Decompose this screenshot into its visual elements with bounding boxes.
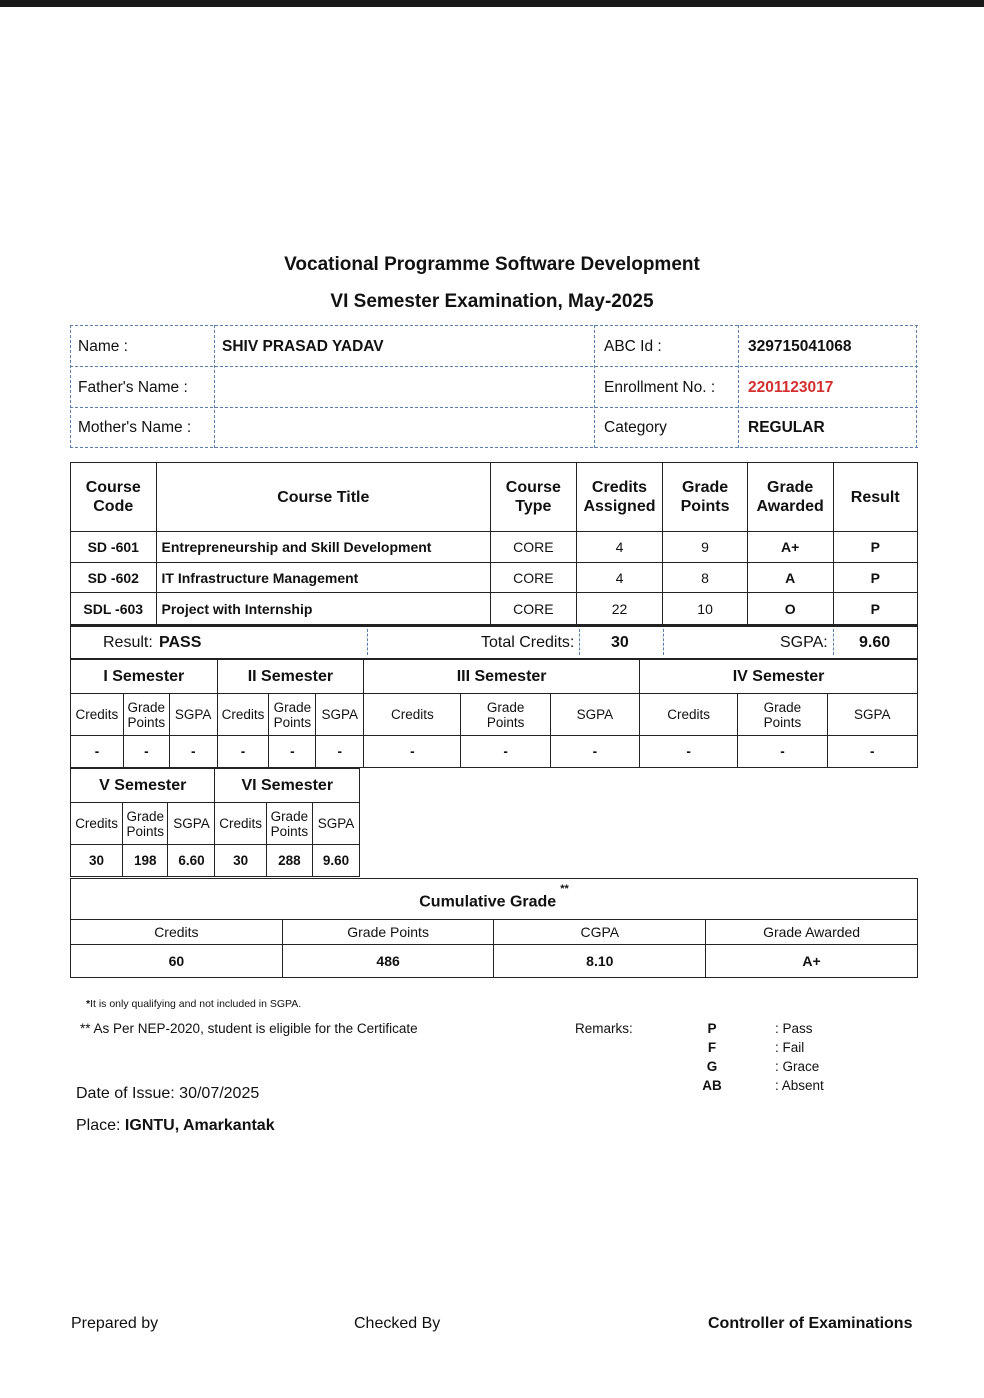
col-sgpa: SGPA: [827, 694, 917, 736]
col-sgpa: SGPA: [550, 694, 639, 736]
sgpa-label: SGPA:: [780, 634, 828, 651]
col-sgpa: SGPA: [169, 694, 217, 736]
nep-note: ** As Per NEP-2020, student is eligible for the Certificate: [80, 1021, 418, 1036]
col-credits: Credits: [217, 694, 269, 736]
issue-date: Date of Issue: 30/07/2025: [76, 1085, 260, 1102]
cum-grade: A+: [706, 945, 918, 978]
legend-text: : Fail: [775, 1040, 805, 1055]
enrollment-label: Enrollment No. :: [604, 379, 716, 396]
sem-1-credits: -: [71, 736, 124, 768]
cum-points-label: Grade Points: [282, 920, 494, 945]
abc-id-label: ABC Id :: [604, 338, 662, 355]
col-course-type: Course Type: [491, 463, 577, 532]
controller-of-examinations: Controller of Examinations: [708, 1315, 913, 1332]
col-credits: Credits: [640, 694, 738, 736]
col-sgpa: SGPA: [312, 803, 359, 845]
cumulative-table: [70, 878, 918, 978]
semester-5-title: V Semester: [71, 769, 215, 803]
issue-place: Place: IGNTU, Amarkantak: [76, 1117, 275, 1134]
top-border: [0, 0, 984, 7]
abc-id-value: 329715041068: [748, 338, 852, 355]
sem-6-sgpa: 9.60: [312, 845, 359, 877]
total-credits-value: 30: [611, 634, 629, 651]
sem-2-points: -: [269, 736, 316, 768]
sem-5-points: 198: [123, 845, 168, 877]
credits-assigned: 4: [576, 532, 663, 563]
result-value: PASS: [159, 634, 202, 651]
grade-points: 10: [663, 593, 747, 625]
legend-code: F: [707, 1040, 717, 1055]
course-title: IT Infrastructure Management: [156, 563, 491, 593]
col-grade-points: Grade Points: [738, 694, 827, 736]
col-grade-points: Grade Points: [123, 694, 169, 736]
cumulative-title: Cumulative Grade**: [71, 879, 918, 920]
sem-1-points: -: [123, 736, 169, 768]
sem-2-sgpa: -: [316, 736, 364, 768]
col-course-title: Course Title: [156, 463, 491, 532]
col-credits: Credits: [71, 694, 124, 736]
course-type: CORE: [491, 563, 577, 593]
col-credits: Credits: [364, 694, 461, 736]
credits-assigned: 22: [576, 593, 663, 625]
semester-4-title: IV Semester: [640, 660, 918, 694]
cum-grade-label: Grade Awarded: [706, 920, 918, 945]
col-credits: Credits: [215, 803, 266, 845]
sem-6-points: 288: [266, 845, 312, 877]
col-grade-points: Grade Points: [461, 694, 550, 736]
sem-5-credits: 30: [71, 845, 123, 877]
sem-6-credits: 30: [215, 845, 266, 877]
grade-points: 8: [663, 563, 747, 593]
legend-code: G: [706, 1059, 718, 1074]
result-cell: P: [833, 593, 918, 625]
cum-cgpa-label: CGPA: [494, 920, 706, 945]
sem-4-points: -: [738, 736, 827, 768]
sgpa-value: 9.60: [859, 634, 891, 651]
name-label: Name :: [78, 338, 128, 355]
sem-5-sgpa: 6.60: [168, 845, 215, 877]
table-row: [71, 593, 918, 625]
sem-4-sgpa: -: [827, 736, 917, 768]
course-title: Entrepreneurship and Skill Development: [156, 532, 491, 563]
legend-code: P: [707, 1021, 717, 1036]
sem-3-credits: -: [364, 736, 461, 768]
table-row: [71, 563, 918, 593]
cum-credits: 60: [71, 945, 283, 978]
col-credits: Credits: [71, 803, 123, 845]
col-sgpa: SGPA: [316, 694, 364, 736]
col-grade-points: Grade Points: [123, 803, 168, 845]
semester-3-title: III Semester: [364, 660, 640, 694]
course-title: Project with Internship: [156, 593, 491, 625]
grade-points: 9: [663, 532, 747, 563]
semester-1-title: I Semester: [71, 660, 218, 694]
col-grade-points: Grade Points: [269, 694, 316, 736]
result-cell: P: [833, 532, 918, 563]
col-grade-awarded: Grade Awarded: [747, 463, 833, 532]
table-row: [71, 532, 918, 563]
enrollment-no: 2201123017: [748, 379, 834, 396]
col-result: Result: [833, 463, 918, 532]
semester-6-title: VI Semester: [215, 769, 360, 803]
course-type: CORE: [491, 532, 577, 563]
father-name-label: Father's Name :: [78, 379, 188, 396]
programme-title: Vocational Programme Software Development: [284, 254, 700, 275]
mother-name-label: Mother's Name :: [78, 419, 192, 436]
grade-awarded: A: [747, 563, 833, 593]
sem-2-credits: -: [217, 736, 269, 768]
cum-points: 486: [282, 945, 494, 978]
qualifying-note: *It is only qualifying and not included in SGPA.: [86, 998, 302, 1010]
legend-text: : Pass: [775, 1021, 813, 1036]
grade-awarded: O: [747, 593, 833, 625]
col-sgpa: SGPA: [168, 803, 215, 845]
result-label: Result:: [103, 634, 153, 651]
cum-cgpa: 8.10: [494, 945, 706, 978]
legend-text: : Grace: [775, 1059, 820, 1074]
exam-title: VI Semester Examination, May-2025: [330, 291, 654, 312]
semester-table-2: [70, 768, 360, 877]
credits-assigned: 4: [576, 563, 663, 593]
cum-credits-label: Credits: [71, 920, 283, 945]
col-grade-points: Grade Points: [663, 463, 747, 532]
course-type: CORE: [491, 593, 577, 625]
col-course-code: Course Code: [71, 463, 157, 532]
legend-text: : Absent: [775, 1078, 824, 1093]
course-code: SDL -603: [71, 593, 157, 625]
sem-3-sgpa: -: [550, 736, 639, 768]
marks-table: [70, 462, 918, 625]
grade-awarded: A+: [747, 532, 833, 563]
course-code: SD -601: [71, 532, 157, 563]
sem-3-points: -: [461, 736, 550, 768]
result-cell: P: [833, 563, 918, 593]
course-code: SD -602: [71, 563, 157, 593]
col-grade-points: Grade Points: [266, 803, 312, 845]
category-label: Category: [604, 419, 667, 436]
sem-1-sgpa: -: [169, 736, 217, 768]
col-credits-assigned: Credits Assigned: [576, 463, 663, 532]
student-name: SHIV PRASAD YADAV: [222, 338, 384, 355]
student-info-box: [70, 325, 918, 448]
semester-table-1: [70, 659, 918, 768]
result-summary-row: [70, 625, 918, 659]
semester-2-title: II Semester: [217, 660, 364, 694]
total-credits-label: Total Credits:: [481, 634, 575, 651]
remarks-label: Remarks:: [575, 1021, 633, 1036]
legend-code: AB: [702, 1078, 722, 1093]
sem-4-credits: -: [640, 736, 738, 768]
prepared-by: Prepared by: [71, 1315, 159, 1332]
checked-by: Checked By: [354, 1315, 441, 1332]
category-value: REGULAR: [748, 419, 825, 436]
